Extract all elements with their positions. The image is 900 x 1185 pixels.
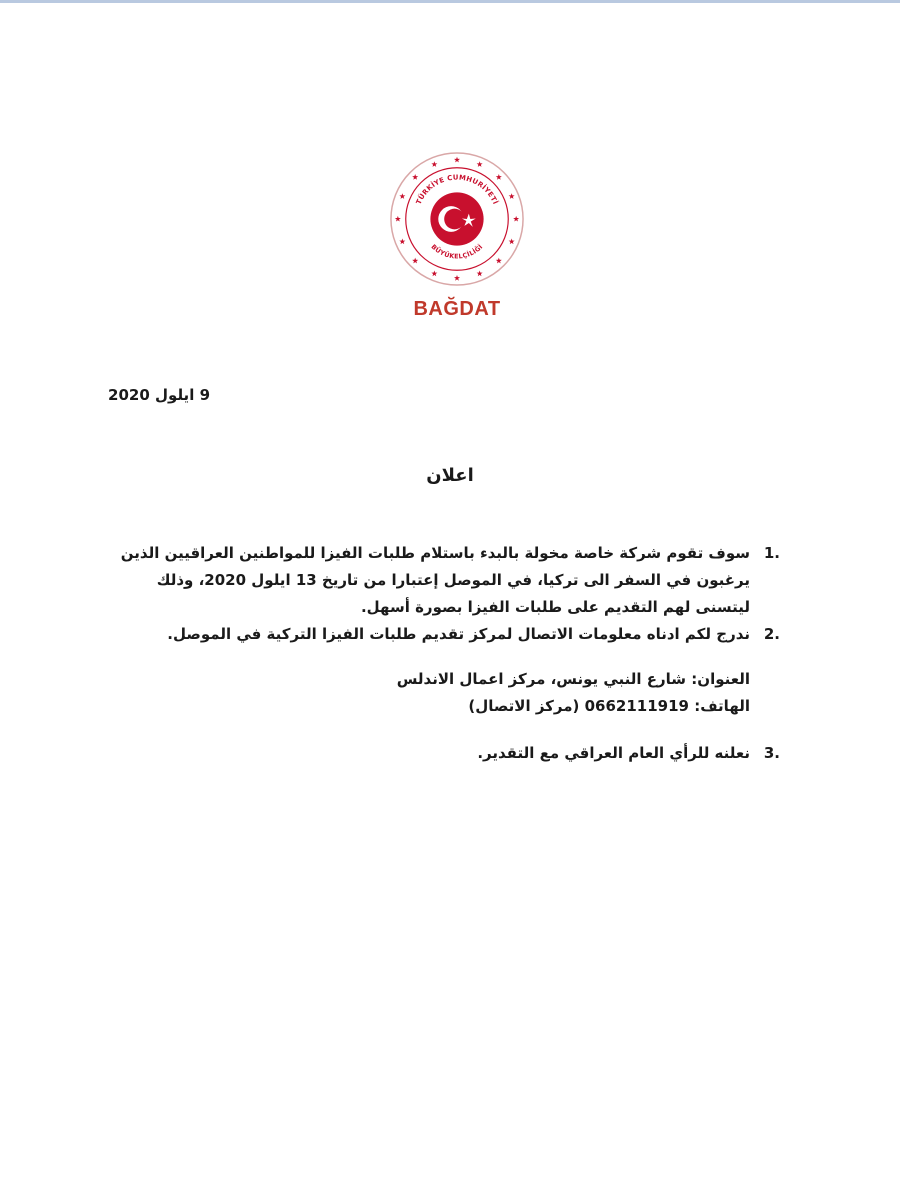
- document-date: 9 ايلول 2020: [108, 386, 210, 404]
- item-text: ندرج لكم ادناه معلومات الاتصال لمركز تقديم طلبات الفيزا التركية في الموصل.: [167, 625, 750, 643]
- item-text: سوف تقوم شركة خاصة مخولة بالبدء باستلام طلبات الفيزا للمواطنين العراقيين الذين يرغبون في السفر الى تركيا، في الموصل إعتبارا من تاريخ 13 ايلول 2020، وذلك ليتسنى لهم التقديم على طلبات الفيزا بصورة أسهل.: [120, 544, 750, 616]
- list-item: [100, 740, 780, 767]
- star-icon: [399, 193, 405, 199]
- star-icon: [477, 270, 483, 276]
- contact-details: [100, 666, 750, 720]
- star-icon: [454, 157, 460, 163]
- embassy-emblem-icon: [388, 150, 526, 288]
- item-number: .3: [763, 744, 780, 762]
- star-icon: [395, 216, 401, 222]
- contact-phone: الهاتف: 0662111919 (مركز الاتصال): [468, 697, 750, 715]
- star-icon: [496, 174, 502, 180]
- star-icon: [454, 275, 460, 281]
- contact-address: العنوان: شارع النبي يونس، مركز اعمال الاندلس: [396, 670, 750, 688]
- star-icon: [513, 216, 519, 222]
- embassy-city: BAĞDAT: [413, 298, 501, 320]
- emblem-text-top: TÜRKİYE CUMHURİYETİ: [414, 173, 500, 206]
- list-item: [100, 621, 780, 648]
- star-icon: [412, 258, 418, 264]
- announcement-body: [100, 540, 780, 767]
- star-icon: [412, 174, 418, 180]
- list-item: [100, 540, 780, 621]
- top-rule: [0, 0, 900, 3]
- star-icon: [496, 258, 502, 264]
- star-icon: [431, 161, 437, 167]
- document-title: اعلان: [426, 465, 474, 486]
- item-text: نعلنه للرأي العام العراقي مع التقدير.: [477, 744, 750, 762]
- item-number: .2: [763, 625, 780, 643]
- item-number: .1: [763, 544, 780, 562]
- star-icon: [477, 161, 483, 167]
- star-icon: [431, 270, 437, 276]
- emblem-text-bottom: BÜYÜKELÇİLİĞİ: [429, 242, 485, 261]
- star-icon: [509, 238, 515, 244]
- star-icon: [399, 238, 405, 244]
- star-icon: [509, 193, 515, 199]
